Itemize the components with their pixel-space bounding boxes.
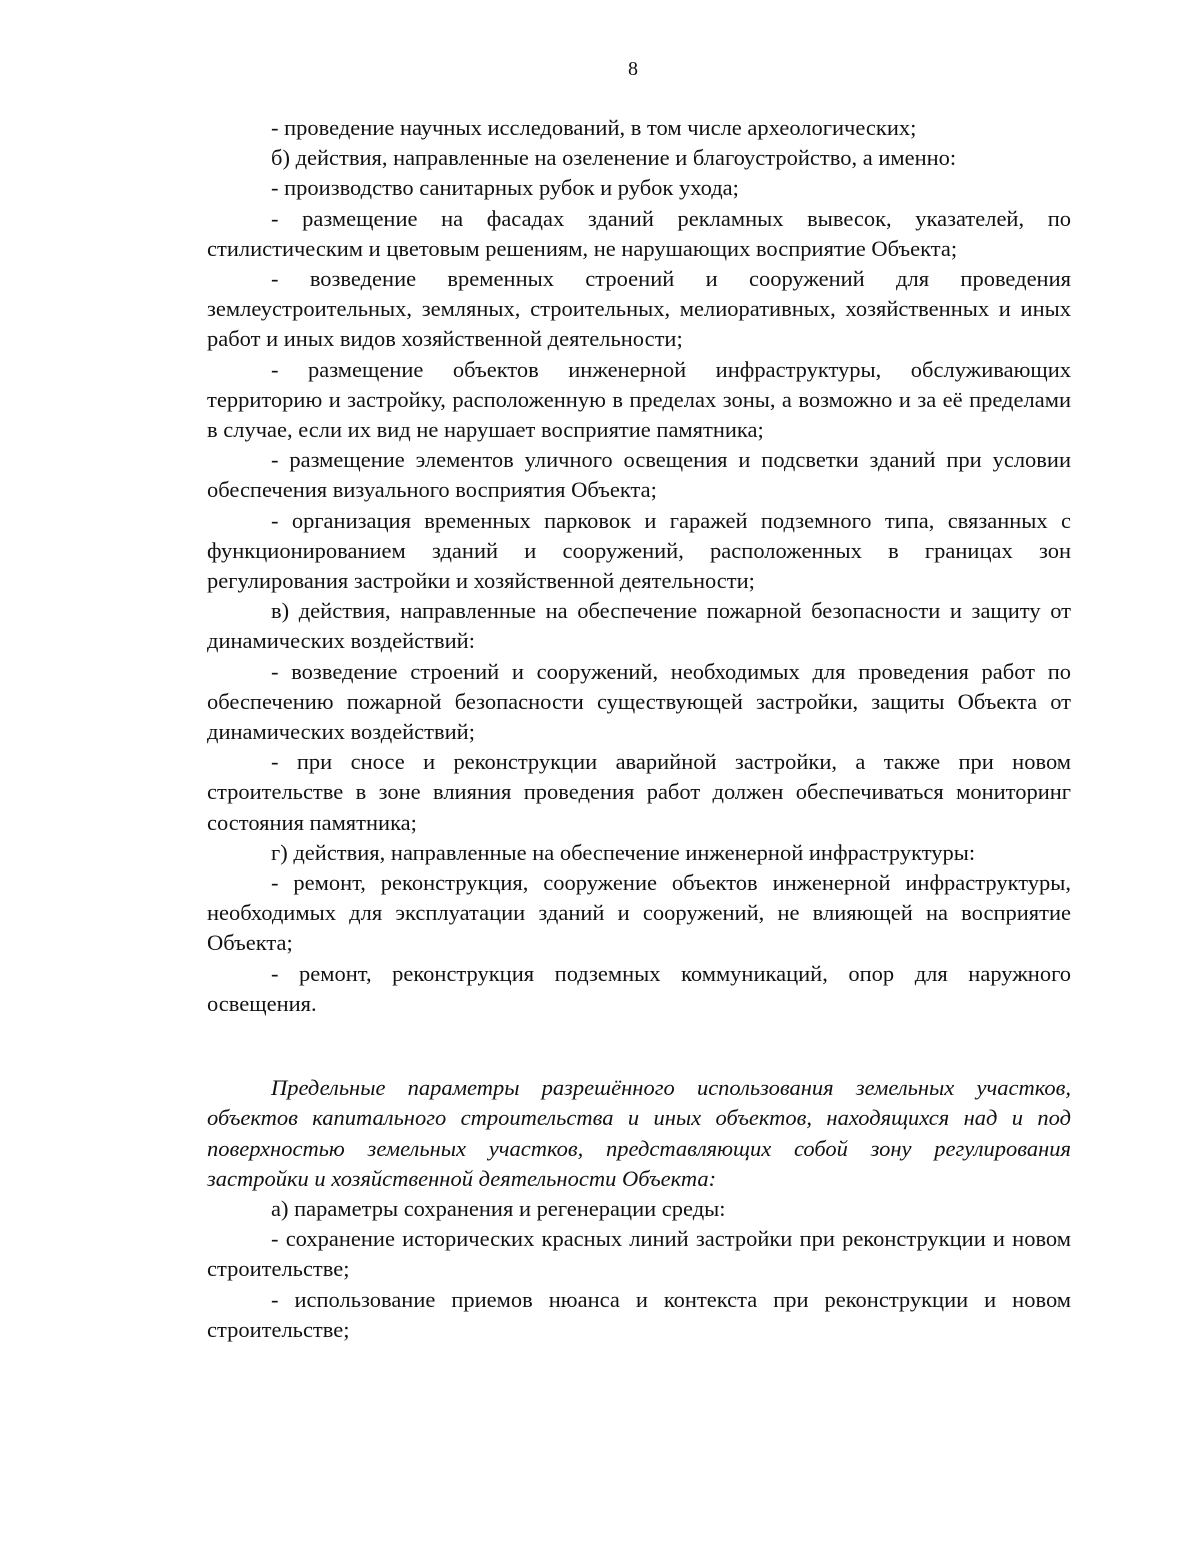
- page-number: 8: [628, 58, 638, 80]
- paragraph: - сохранение исторических красных линий застройки при реконструкции и новом строительстве;: [207, 1226, 1071, 1282]
- paragraph: - размещение элементов уличного освещения и подсветки зданий при условии обеспечения визуального восприятия Объекта;: [207, 447, 1071, 503]
- paragraph: - возведение строений и сооружений, необходимых для проведения работ по обеспечению пожарной безопасности существующей застройки, защиты Объекта от динамических воздействий;: [207, 658, 1071, 745]
- paragraph: г) действия, направленные на обеспечение инженерной инфраструктуры:: [271, 839, 976, 865]
- paragraph: - размещение на фасадах зданий рекламных вывесок, указателей, по стилистическим и цветовым решениям, не нарушающих восприятие Объекта;: [207, 205, 1071, 261]
- paragraph: б) действия, направленные на озеленение и благоустройство, а именно:: [271, 145, 957, 171]
- paragraph: а) параметры сохранения и регенерации среды:: [271, 1195, 726, 1221]
- paragraph: - организация временных парковок и гаражей подземного типа, связанных с функционированием зданий и сооружений, расположенных в границах зон регулирования застройки и хозяйственной деятельности;: [207, 507, 1071, 594]
- paragraph: - использование приемов нюанса и контекста при реконструкции и новом строительстве;: [207, 1286, 1071, 1342]
- section-heading: Предельные параметры разрешённого использования земельных участков, объектов капитального строительства и иных объектов, находящихся над и под поверхностью земельных участков, представляющих собой зону регулирования застройки и хозяйственной деятельности Объекта:: [207, 1075, 1071, 1191]
- paragraph: - при сносе и реконструкции аварийной застройки, а также при новом строительстве в зоне влияния проведения работ должен обеспечиваться мониторинг состояния памятника;: [207, 749, 1071, 835]
- paragraph: в) действия, направленные на обеспечение пожарной безопасности и защиту от динамических воздействий:: [207, 598, 1071, 654]
- paragraph: - размещение объектов инженерной инфраструктуры, обслуживающих территорию и застройку, расположенную в пределах зоны, а возможно и за её пределами в случае, если их вид не нарушает восприятие памятника;: [207, 356, 1071, 443]
- paragraph: - ремонт, реконструкция, сооружение объектов инженерной инфраструктуры, необходимых для эксплуатации зданий и сооружений, не влияющей на восприятие Объекта;: [207, 870, 1071, 956]
- paragraph: - возведение временных строений и сооружений для проведения землеустроительных, земляных, строительных, мелиоративных, хозяйственных и иных работ и иных видов хозяйственной деятельности;: [207, 266, 1071, 352]
- document-body: [207, 113, 1071, 1345]
- paragraph: - производство санитарных рубок и рубок ухода;: [271, 175, 739, 201]
- paragraph: - ремонт, реконструкция подземных коммуникаций, опор для наружного освещения.: [207, 960, 1071, 1016]
- paragraph: - проведение научных исследований, в том числе археологических;: [271, 115, 917, 140]
